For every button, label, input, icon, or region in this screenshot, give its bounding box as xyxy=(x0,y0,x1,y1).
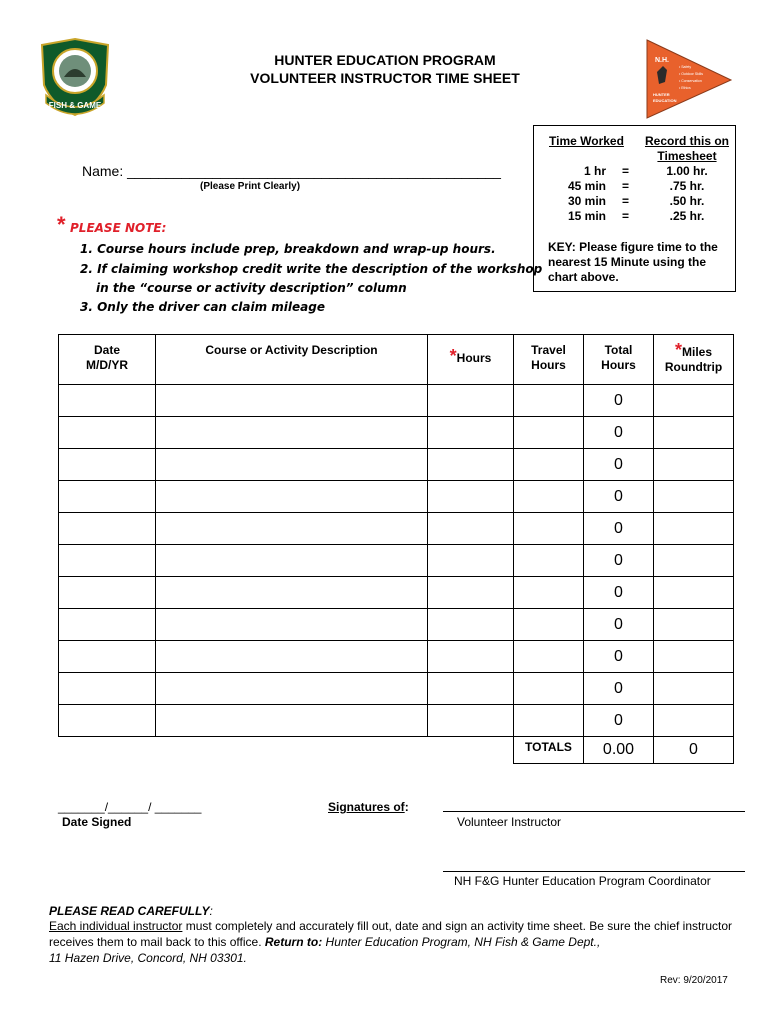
miles-cell[interactable] xyxy=(654,481,734,513)
table-row xyxy=(59,545,734,577)
header-miles: *Miles Roundtrip xyxy=(654,335,734,385)
svg-text:EDUCATION: EDUCATION xyxy=(653,98,677,103)
note-item-1: 1. Course hours include prep, breakdown and wrap-up hours. xyxy=(80,242,496,256)
miles-cell[interactable] xyxy=(654,417,734,449)
hours-cell[interactable] xyxy=(428,609,514,641)
date-cell[interactable] xyxy=(59,673,156,705)
total-hours-cell: 0 xyxy=(584,481,654,513)
table-row xyxy=(59,481,734,513)
chart-eq-4: = xyxy=(622,209,630,223)
description-cell[interactable] xyxy=(156,545,428,577)
travel-hours-cell[interactable] xyxy=(514,481,584,513)
description-cell[interactable] xyxy=(156,385,428,417)
description-cell[interactable] xyxy=(156,705,428,737)
volunteer-signature-line[interactable] xyxy=(443,810,745,812)
table-row xyxy=(59,705,734,737)
note-star: * xyxy=(57,212,66,237)
travel-hours-cell[interactable] xyxy=(514,417,584,449)
miles-cell[interactable] xyxy=(654,705,734,737)
date-cell[interactable] xyxy=(59,577,156,609)
name-input-line[interactable]: ________________________________________________ xyxy=(127,163,501,179)
chart-record-3: .50 hr. xyxy=(669,194,705,208)
table-row xyxy=(59,417,734,449)
description-cell[interactable] xyxy=(156,481,428,513)
hours-cell[interactable] xyxy=(428,673,514,705)
travel-hours-cell[interactable] xyxy=(514,609,584,641)
note-item-2: 2. If claiming workshop credit write the description of the workshop xyxy=(80,262,543,276)
total-hours-cell: 0 xyxy=(584,545,654,577)
svg-text:• Conservation: • Conservation xyxy=(679,79,702,83)
please-note-title: PLEASE NOTE: xyxy=(70,221,167,235)
svg-text:HUNTER: HUNTER xyxy=(653,92,670,97)
total-hours-cell: 0 xyxy=(584,609,654,641)
hours-cell[interactable] xyxy=(428,705,514,737)
chart-key-text: KEY: Please figure time to the nearest 15 Minute using the chart above. xyxy=(548,240,718,284)
hours-cell[interactable] xyxy=(428,481,514,513)
header-description: Course or Activity Description xyxy=(156,335,428,385)
name-field[interactable] xyxy=(82,163,501,179)
signatures-of-label: Signatures of: xyxy=(328,800,409,814)
name-hint: (Please Print Clearly) xyxy=(200,181,301,192)
totals-label: TOTALS xyxy=(514,737,584,764)
svg-text:• Outdoor Skills: • Outdoor Skills xyxy=(679,72,703,76)
date-signed-field[interactable]: _______/______/ _______ xyxy=(58,800,202,814)
description-cell[interactable] xyxy=(156,449,428,481)
table-row xyxy=(59,449,734,481)
travel-hours-cell[interactable] xyxy=(514,673,584,705)
note-item-2-continued: in the “course or activity description” column xyxy=(96,281,407,295)
date-cell[interactable] xyxy=(59,513,156,545)
table-row xyxy=(59,673,734,705)
travel-hours-cell[interactable] xyxy=(514,705,584,737)
total-hours-cell: 0 xyxy=(584,449,654,481)
footer-address: 11 Hazen Drive, Concord, NH 03301. xyxy=(49,951,247,965)
hours-cell[interactable] xyxy=(428,385,514,417)
note-item-3: 3. Only the driver can claim mileage xyxy=(80,300,325,314)
header-date: Date M/D/YR xyxy=(59,335,156,385)
chart-time-3: 30 min xyxy=(567,194,606,208)
chart-eq-2: = xyxy=(622,179,630,193)
header-travel-hours: Travel Hours xyxy=(514,335,584,385)
coordinator-signature-line[interactable] xyxy=(443,870,745,872)
coordinator-label: NH F&G Hunter Education Program Coordinator xyxy=(454,874,711,888)
description-cell[interactable] xyxy=(156,609,428,641)
svg-text:• Ethics: • Ethics xyxy=(679,86,691,90)
table-row xyxy=(59,609,734,641)
date-signed-label: Date Signed xyxy=(62,815,132,829)
description-cell[interactable] xyxy=(156,513,428,545)
date-cell[interactable] xyxy=(59,705,156,737)
page-title-line2: VOLUNTEER INSTRUCTOR TIME SHEET xyxy=(250,70,520,86)
travel-hours-cell[interactable] xyxy=(514,385,584,417)
chart-record-2: .75 hr. xyxy=(669,179,705,193)
travel-hours-cell[interactable] xyxy=(514,545,584,577)
header-total-hours: Total Hours xyxy=(584,335,654,385)
miles-cell[interactable] xyxy=(654,577,734,609)
hours-cell[interactable] xyxy=(428,641,514,673)
footer-instructions: Each individual instructor must completely and accurately fill out, date and sign an activity time sheet. Be sure the chief instructor receives them to mail back to this office. Return to: Hunter Education Program, NH Fish & Game Dept., xyxy=(49,919,733,949)
table-row xyxy=(59,641,734,673)
description-cell[interactable] xyxy=(156,641,428,673)
miles-cell[interactable] xyxy=(654,545,734,577)
total-hours-cell: 0 xyxy=(584,705,654,737)
date-cell[interactable] xyxy=(59,481,156,513)
chart-eq-1: = xyxy=(622,164,630,178)
travel-hours-cell[interactable] xyxy=(514,449,584,481)
read-carefully-heading: PLEASE READ CAREFULLY: xyxy=(49,904,213,918)
total-hours-cell: 0 xyxy=(584,385,654,417)
travel-hours-cell[interactable] xyxy=(514,641,584,673)
miles-cell[interactable] xyxy=(654,609,734,641)
name-label: Name: xyxy=(82,163,128,179)
table-header-row xyxy=(59,335,734,385)
chart-eq-3: = xyxy=(622,194,630,208)
totals-hours: 0.00 xyxy=(584,737,654,764)
total-hours-cell: 0 xyxy=(584,513,654,545)
volunteer-instructor-label: Volunteer Instructor xyxy=(457,815,562,829)
travel-hours-cell[interactable] xyxy=(514,577,584,609)
chart-record-4: .25 hr. xyxy=(669,209,705,223)
record-header-line1: Record this on xyxy=(644,134,729,148)
time-worked-header: Time Worked xyxy=(549,134,624,148)
total-hours-cell: 0 xyxy=(584,641,654,673)
table-row xyxy=(59,385,734,417)
miles-cell[interactable] xyxy=(654,641,734,673)
page-title-line1: HUNTER EDUCATION PROGRAM xyxy=(274,52,496,68)
table-row xyxy=(59,577,734,609)
chart-record-1: 1.00 hr. xyxy=(666,164,708,178)
description-cell[interactable] xyxy=(156,673,428,705)
total-hours-cell: 0 xyxy=(584,673,654,705)
hours-cell[interactable] xyxy=(428,449,514,481)
hours-cell[interactable] xyxy=(428,577,514,609)
hours-cell[interactable] xyxy=(428,545,514,577)
date-cell[interactable] xyxy=(59,641,156,673)
chart-time-1: 1 hr xyxy=(583,164,606,178)
date-cell[interactable] xyxy=(59,545,156,577)
date-cell[interactable] xyxy=(59,385,156,417)
timesheet-table xyxy=(58,334,734,764)
header-hours: *Hours xyxy=(428,335,514,385)
svg-text:N.H.: N.H. xyxy=(655,57,669,64)
description-cell[interactable] xyxy=(156,577,428,609)
hours-cell[interactable] xyxy=(428,513,514,545)
miles-cell[interactable] xyxy=(654,385,734,417)
total-hours-cell: 0 xyxy=(584,577,654,609)
hours-cell[interactable] xyxy=(428,417,514,449)
nh-hunter-education-logo xyxy=(645,36,733,120)
date-cell[interactable] xyxy=(59,417,156,449)
record-header-line2: Timesheet xyxy=(657,149,717,163)
chart-time-2: 45 min xyxy=(567,179,606,193)
chart-time-4: 15 min xyxy=(567,209,606,223)
description-cell[interactable] xyxy=(156,417,428,449)
totals-miles: 0 xyxy=(654,737,734,764)
date-cell[interactable] xyxy=(59,609,156,641)
svg-text:• Safety: • Safety xyxy=(679,65,692,69)
table-row xyxy=(59,513,734,545)
date-cell[interactable] xyxy=(59,449,156,481)
totals-row xyxy=(59,737,734,764)
miles-cell[interactable] xyxy=(654,449,734,481)
svg-text:FISH & GAME: FISH & GAME xyxy=(48,101,102,110)
miles-cell[interactable] xyxy=(654,673,734,705)
miles-cell[interactable] xyxy=(654,513,734,545)
revision-date: Rev: 9/20/2017 xyxy=(660,975,728,986)
travel-hours-cell[interactable] xyxy=(514,513,584,545)
total-hours-cell: 0 xyxy=(584,417,654,449)
